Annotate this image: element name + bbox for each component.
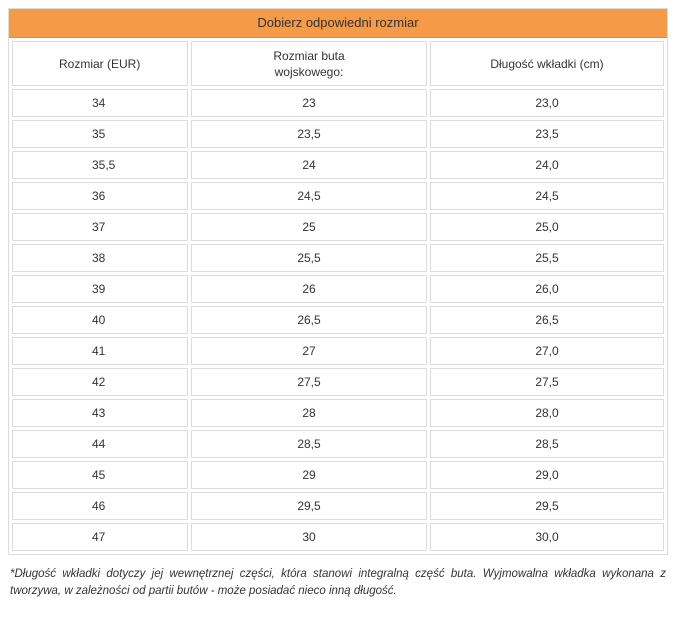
table-row — [12, 151, 664, 179]
cell-military-size: 26,5 — [191, 306, 427, 334]
cell-military-size: 28 — [191, 399, 427, 427]
cell-insole-length: 24,5 — [430, 182, 664, 210]
cell-military-size: 27,5 — [191, 368, 427, 396]
cell-eur-size: 40 — [12, 306, 188, 334]
cell-military-size: 29 — [191, 461, 427, 489]
size-chart-title: Dobierz odpowiedni rozmiar — [9, 9, 667, 38]
cell-eur-size: 47 — [12, 523, 188, 551]
table-row — [12, 275, 664, 303]
cell-eur-size: 35,5 — [12, 151, 188, 179]
cell-insole-length: 27,5 — [430, 368, 664, 396]
cell-eur-size: 35 — [12, 120, 188, 148]
cell-insole-length: 29,5 — [430, 492, 664, 520]
cell-military-size: 29,5 — [191, 492, 427, 520]
table-row — [12, 89, 664, 117]
cell-eur-size: 45 — [12, 461, 188, 489]
cell-military-size: 24 — [191, 151, 427, 179]
cell-insole-length: 23,5 — [430, 120, 664, 148]
table-row — [12, 492, 664, 520]
cell-eur-size: 37 — [12, 213, 188, 241]
cell-insole-length: 25,0 — [430, 213, 664, 241]
cell-eur-size: 36 — [12, 182, 188, 210]
cell-eur-size: 42 — [12, 368, 188, 396]
cell-insole-length: 27,0 — [430, 337, 664, 365]
cell-eur-size: 41 — [12, 337, 188, 365]
cell-eur-size: 34 — [12, 89, 188, 117]
cell-insole-length: 24,0 — [430, 151, 664, 179]
header-insole-length: Długość wkładki (cm) — [430, 41, 664, 86]
cell-military-size: 30 — [191, 523, 427, 551]
size-rows — [12, 89, 664, 551]
cell-insole-length: 26,5 — [430, 306, 664, 334]
footnote: *Długość wkładki dotyczy jej wewnętrznej części, która stanowi integralną część buta. Wyjmowalna wkładka wykonana z tworzywa, w zależności od partii butów - może posiadać nieco inną długość. — [10, 568, 666, 597]
cell-military-size: 24,5 — [191, 182, 427, 210]
table-row — [12, 399, 664, 427]
cell-military-size: 28,5 — [191, 430, 427, 458]
cell-insole-length: 26,0 — [430, 275, 664, 303]
cell-military-size: 27 — [191, 337, 427, 365]
table-header-row — [12, 41, 664, 86]
header-military-size-line2: wojskowego: — [274, 64, 344, 79]
cell-insole-length: 25,5 — [430, 244, 664, 272]
header-military-size-line1: Rozmiar buta — [273, 48, 345, 63]
cell-insole-length: 30,0 — [430, 523, 664, 551]
cell-eur-size: 44 — [12, 430, 188, 458]
header-eur-size: Rozmiar (EUR) — [12, 41, 188, 86]
cell-military-size: 25,5 — [191, 244, 427, 272]
cell-military-size: 23 — [191, 89, 427, 117]
cell-eur-size: 38 — [12, 244, 188, 272]
table-row — [12, 120, 664, 148]
cell-military-size: 26 — [191, 275, 427, 303]
size-chart — [8, 8, 668, 555]
header-military-size — [191, 41, 427, 86]
table-row — [12, 244, 664, 272]
cell-insole-length: 28,0 — [430, 399, 664, 427]
cell-insole-length: 28,5 — [430, 430, 664, 458]
table-row — [12, 182, 664, 210]
cell-military-size: 23,5 — [191, 120, 427, 148]
table-row — [12, 337, 664, 365]
table-row — [12, 461, 664, 489]
table-row — [12, 523, 664, 551]
size-table — [9, 38, 667, 554]
table-row — [12, 213, 664, 241]
cell-eur-size: 43 — [12, 399, 188, 427]
cell-insole-length: 23,0 — [430, 89, 664, 117]
cell-eur-size: 46 — [12, 492, 188, 520]
table-row — [12, 368, 664, 396]
cell-military-size: 25 — [191, 213, 427, 241]
table-row — [12, 306, 664, 334]
cell-insole-length: 29,0 — [430, 461, 664, 489]
table-row — [12, 430, 664, 458]
cell-eur-size: 39 — [12, 275, 188, 303]
